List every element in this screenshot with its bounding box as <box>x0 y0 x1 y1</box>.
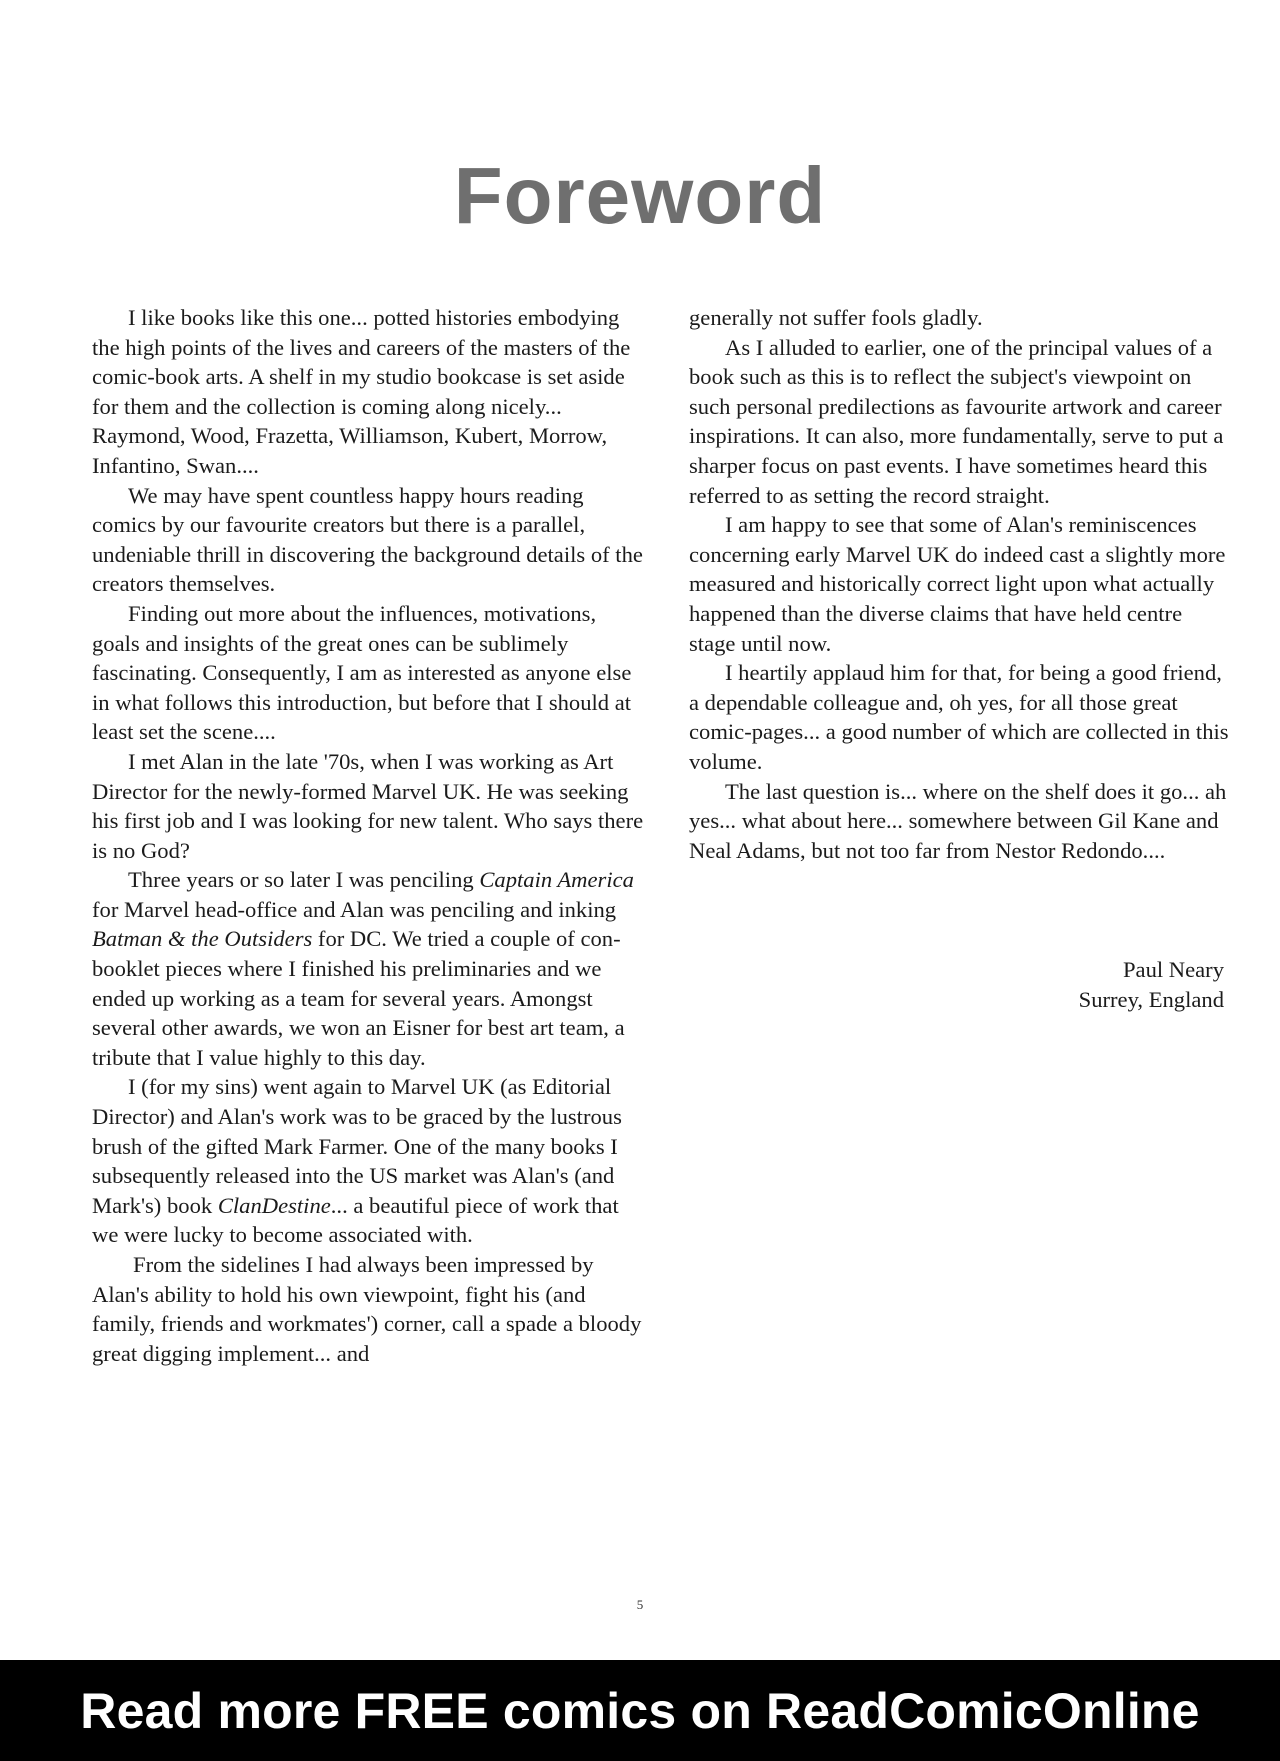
right-column <box>689 303 1229 865</box>
paragraph: I heartily applaud him for that, for being a good friend, a dependable colleague and, oh yes, for all those great comic-pages... a good number of which are collected in this volume. <box>689 660 1229 774</box>
text-run: for Marvel head-office and Alan was penciling and inking <box>92 896 617 922</box>
paragraph: I met Alan in the late '70s, when I was working as Art Director for the newly-formed Marvel UK. He was seeking his first job and I was looking for new talent. Who says there is no God? <box>92 748 644 863</box>
italic-title: Captain America <box>479 867 634 893</box>
paragraph: As I alluded to earlier, one of the principal values of a book such as this is to reflect the subject's viewpoint on such personal predilections as favourite artwork and career inspirations. It can also, more fundamentally, serve to put a sharper focus on past events. I have sometimes heard this referred to as setting the record straight. <box>689 334 1224 508</box>
paragraph: The last question is... where on the shelf does it go... ah yes... what about here... somewhere between Gil Kane and Neal Adams, but not too far from Nestor Redondo.... <box>689 778 1227 863</box>
page-number: 5 <box>636 1597 644 1612</box>
signature-location: Surrey, England <box>1078 986 1224 1012</box>
signature <box>1079 955 1224 1014</box>
paragraph: We may have spent countless happy hours reading comics by our favourite creators but there is a parallel, undeniable thrill in discovering the background details of the creators themselves. <box>92 482 643 597</box>
paragraph: I am happy to see that some of Alan's reminiscences concerning early Marvel UK do indeed cast a slightly more measured and historically correct light upon what actually happened than the diverse claims that have held centre stage until now. <box>689 512 1226 656</box>
signature-name: Paul Neary <box>1122 957 1224 982</box>
text-run: ... a beautiful piece of work that we were lucky to become associated with. <box>92 1192 619 1248</box>
paragraph: Finding out more about the influences, motivations, goals and insights of the great ones can be sublimely fascinating. Consequently, I am as interested as anyone else in what follows this introduction, but before that I should at least set the scene.... <box>92 600 632 745</box>
paragraph: generally not suffer fools gladly. <box>689 305 983 330</box>
paragraph: I like books like this one... potted histories embodying the high points of the lives and careers of the masters of the comic-book arts. A shelf in my studio bookcase is set aside for them and the collection is coming along nicely... Raymond, Wood, Frazetta, Williamson, Kubert, Morrow, Infantino, Swan.... <box>92 305 631 478</box>
paragraph <box>92 1072 644 1250</box>
text-run: Three years or so later I was penciling <box>128 867 480 893</box>
promo-banner-text[interactable]: Read more FREE comics on ReadComicOnline <box>80 1682 1200 1739</box>
left-column <box>92 303 644 1368</box>
text-run: for DC. We tried a couple of con-booklet pieces where I finished his preliminaries and we ended up working as a team for several years. Amongst several other awards, we won an Eisner for best art team, a tribute that I value highly to this day. <box>92 926 625 1070</box>
paragraph <box>92 865 644 1072</box>
italic-title: ClanDestine <box>217 1192 331 1218</box>
paragraph: From the sidelines I had always been impressed by Alan's ability to hold his own viewpoint, fight his (and family, friends and workmates') corner, call a spade a bloody great digging implement... and <box>92 1252 642 1366</box>
promo-banner[interactable] <box>0 1660 1280 1761</box>
text-run: I (for my sins) went again to Marvel UK (as Editorial Director) and Alan's work was to be graced by the lustrous brush of the gifted Mark Farmer. One of the many books I subsequently released into the US market was Alan's (and Mark's) book <box>92 1074 622 1218</box>
page-title: Foreword <box>453 151 827 240</box>
italic-title: Batman & the Outsiders <box>92 926 313 952</box>
